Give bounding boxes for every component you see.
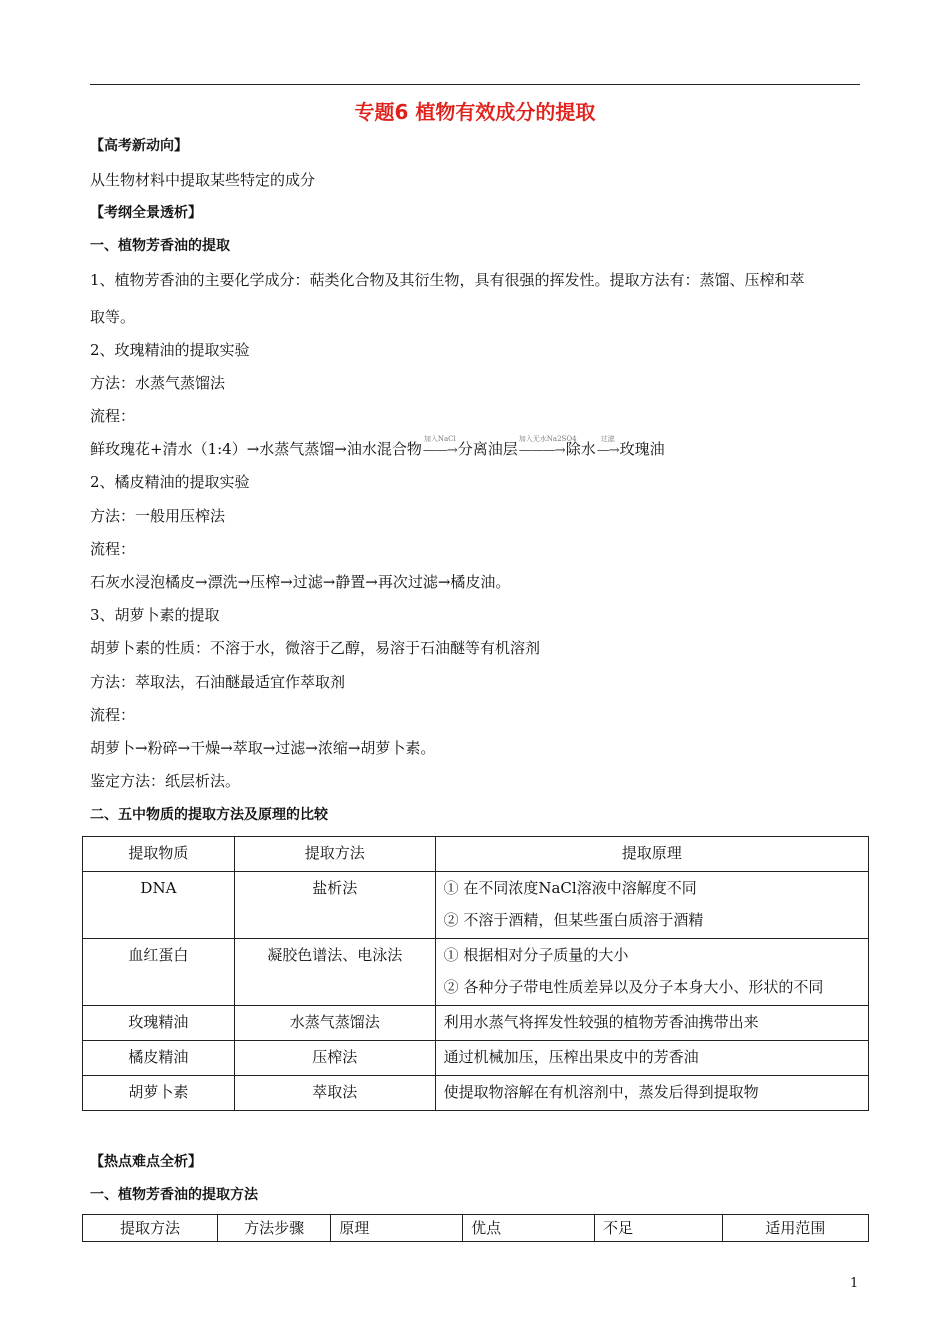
table-header-cell <box>217 1215 330 1242</box>
flow-step: 鲜玫瑰花+清水（1:4）→水蒸气蒸馏→油水混合物 <box>90 440 422 458</box>
carotene-properties: 胡萝卜素的性质：不溶于水，微溶于乙醇，易溶于石油醚等有机溶剂 <box>90 639 541 657</box>
section-heading-syllabus: 【考纲全景透析】 <box>90 205 202 221</box>
carotene-flow: 胡萝卜→粉碎→干燥→萃取→过滤→浓缩→胡萝卜素。 <box>90 739 436 757</box>
arrow-icon: —→ <box>596 443 619 458</box>
paragraph-oil-composition-cont: 取等。 <box>90 308 136 326</box>
heading-aromatic-oil: 一、植物芳香油的提取 <box>90 238 230 254</box>
table-header-cell <box>83 1215 218 1242</box>
carotene-flow-label: 流程： <box>90 706 136 724</box>
table-cell <box>83 1041 235 1076</box>
header-advantages: 优点 <box>471 1219 502 1237</box>
table-cell <box>435 1041 868 1076</box>
cell-method: 凝胶色谱法、电泳法 <box>267 946 403 964</box>
cell-substance: 玫瑰精油 <box>128 1013 189 1031</box>
table-cell <box>234 872 435 939</box>
orange-oil-flow: 石灰水浸泡橘皮→漂洗→压榨→过滤→静置→再次过滤→橘皮油。 <box>90 573 511 591</box>
table-cell <box>234 1076 435 1111</box>
flow-step: 玫瑰油 <box>619 440 665 458</box>
table-row <box>83 1076 869 1111</box>
table-header-row <box>83 1215 869 1242</box>
flow-arrow-label: 过滤 <box>600 435 615 443</box>
cell-method: 萃取法 <box>312 1083 358 1101</box>
table-cell <box>435 1006 868 1041</box>
header-method: 提取方法 <box>304 844 365 862</box>
page-title: 专题6 植物有效成分的提取 <box>354 100 596 124</box>
flow-step: 分离油层 <box>457 440 518 458</box>
rose-oil-method: 方法：水蒸气蒸馏法 <box>90 374 226 392</box>
cell-substance: DNA <box>140 879 177 897</box>
orange-oil-heading: 2、橘皮精油的提取实验 <box>90 473 250 491</box>
exam-trends-text: 从生物材料中提取某些特定的成分 <box>90 171 316 189</box>
table-header-cell <box>435 837 868 872</box>
table-cell <box>234 1041 435 1076</box>
cell-method: 压榨法 <box>312 1048 358 1066</box>
flow-arrow <box>596 435 619 461</box>
header-rule <box>90 84 860 85</box>
page-number: 1 <box>850 1276 859 1291</box>
comparison-table <box>82 836 869 1111</box>
table-header-cell <box>594 1215 722 1242</box>
header-disadvantages: 不足 <box>602 1219 633 1237</box>
heading-oil-methods: 一、植物芳香油的提取方法 <box>90 1187 258 1203</box>
carotene-method: 方法：萃取法，石油醚最适宜作萃取剂 <box>90 673 346 691</box>
cell-principle: ② 不溶于酒精，但某些蛋白质溶于酒精 <box>443 911 704 929</box>
header-principle: 提取原理 <box>621 844 682 862</box>
table-header-cell <box>463 1215 595 1242</box>
table-header-row <box>83 837 869 872</box>
rose-oil-flow <box>90 435 665 461</box>
table-cell <box>83 1006 235 1041</box>
cell-method: 水蒸气蒸馏法 <box>289 1013 380 1031</box>
table-header-cell <box>83 837 235 872</box>
table-row <box>83 1006 869 1041</box>
table-cell <box>234 939 435 1006</box>
section-heading-exam-trends: 【高考新动向】 <box>90 138 188 154</box>
flow-arrow <box>422 435 457 461</box>
flow-arrow-label: 加入NaCl <box>423 435 456 443</box>
heading-comparison: 二、五中物质的提取方法及原理的比较 <box>90 807 328 823</box>
cell-method: 盐析法 <box>312 879 358 897</box>
table-cell <box>435 939 868 1006</box>
header-principle: 原理 <box>339 1219 370 1237</box>
table-cell <box>435 1076 868 1111</box>
header-substance: 提取物质 <box>128 844 189 862</box>
section-heading-hotspots: 【热点难点全析】 <box>90 1154 202 1170</box>
cell-substance: 橘皮精油 <box>128 1048 189 1066</box>
oil-methods-table <box>82 1214 869 1242</box>
cell-substance: 血红蛋白 <box>128 946 189 964</box>
table-header-cell <box>234 837 435 872</box>
table-cell <box>435 872 868 939</box>
paragraph-oil-composition: 1、植物芳香油的主要化学成分：萜类化合物及其衍生物，具有很强的挥发性。提取方法有：蒸馏、压榨和萃 <box>90 271 805 289</box>
cell-principle: 通过机械加压，压榨出果皮中的芳香油 <box>443 1048 699 1066</box>
flow-arrow <box>518 435 577 461</box>
carotene-heading: 3、胡萝卜素的提取 <box>90 606 220 624</box>
table-row <box>83 1041 869 1076</box>
table-row <box>83 872 869 939</box>
table-cell <box>83 1076 235 1111</box>
orange-oil-flow-label: 流程： <box>90 540 136 558</box>
table-header-cell <box>331 1215 463 1242</box>
header-scope: 适用范围 <box>765 1219 826 1237</box>
cell-principle: ① 根据相对分子质量的大小 <box>443 946 629 964</box>
cell-principle: ② 各种分子带电性质差异以及分子本身大小、形状的不同 <box>443 978 824 996</box>
table-cell <box>83 939 235 1006</box>
rose-oil-flow-label: 流程： <box>90 407 136 425</box>
arrow-icon: ——→ <box>422 443 457 458</box>
carotene-identification: 鉴定方法：纸层析法。 <box>90 772 241 790</box>
cell-substance: 胡萝卜素 <box>128 1083 189 1101</box>
cell-principle: 利用水蒸气将挥发性较强的植物芳香油携带出来 <box>443 1013 759 1031</box>
table-row <box>83 939 869 1006</box>
cell-principle: ① 在不同浓度NaCl溶液中溶解度不同 <box>443 879 697 897</box>
header-method: 提取方法 <box>119 1219 180 1237</box>
flow-arrow-label: 加入无水Na2SO4 <box>518 435 577 443</box>
header-steps: 方法步骤 <box>244 1219 305 1237</box>
flow-step: 除水 <box>565 440 596 458</box>
rose-oil-heading: 2、玫瑰精油的提取实验 <box>90 341 250 359</box>
table-header-cell <box>722 1215 868 1242</box>
cell-principle: 使提取物溶解在有机溶剂中，蒸发后得到提取物 <box>443 1083 759 1101</box>
table-cell <box>83 872 235 939</box>
orange-oil-method: 方法：一般用压榨法 <box>90 507 226 525</box>
table-cell <box>234 1006 435 1041</box>
arrow-icon: ———→ <box>518 443 565 458</box>
